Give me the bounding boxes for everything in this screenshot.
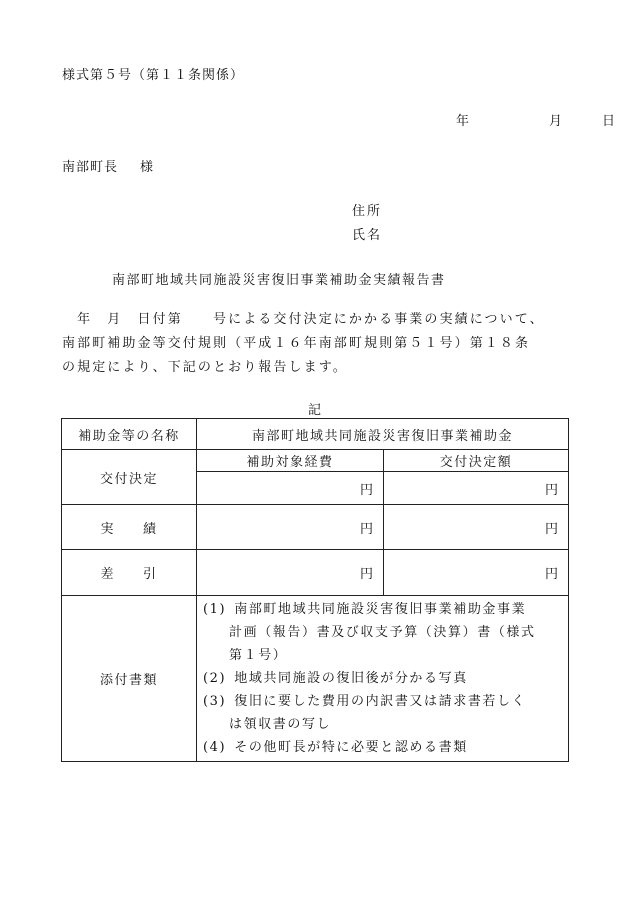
date-line — [456, 110, 615, 129]
date-day: 日 — [602, 114, 616, 129]
date-year: 年 — [456, 114, 470, 129]
attachment-text: は領収書の写し — [229, 717, 332, 732]
attachments-list — [197, 596, 569, 762]
document-title: 南部町地域共同施設災害復旧事業補助金実績報告書 — [112, 273, 446, 288]
body-line: の規定により、下記のとおり報告します。 — [62, 360, 348, 375]
body-line: 年 月 日付第 号による交付決定にかかる事業の実績について、 — [62, 312, 545, 327]
attachment-text: 計画（報告）書及び収支予算（決算）書（様式 — [229, 625, 536, 640]
actual-label-a: 実 — [100, 521, 115, 537]
decision-amount-yen: 円 — [384, 472, 569, 505]
subsidy-cost-header: 補助対象経費 — [197, 450, 384, 472]
attachments-label-cell: 添付書類 — [62, 596, 197, 762]
attachment-number: (1) — [203, 602, 227, 617]
difference-cost-yen: 円 — [197, 550, 384, 596]
name-label-cell: 補助金等の名称 — [62, 419, 197, 450]
difference-label-cell — [62, 550, 197, 596]
attachment-number: (3) — [203, 694, 227, 709]
table-row — [62, 596, 569, 762]
table-row — [62, 505, 569, 550]
addressee-suffix: 様 — [140, 160, 155, 175]
attachment-text: 第１号） — [229, 648, 288, 663]
attachment-text: 地域共同施設の復旧後が分かる写真 — [234, 671, 468, 686]
table-row — [62, 450, 569, 472]
name-value-cell: 南部町地域共同施設災害復旧事業補助金 — [197, 419, 569, 450]
attachment-item — [203, 598, 562, 667]
actual-amount-yen: 円 — [384, 505, 569, 550]
table-row — [62, 419, 569, 450]
attachment-item — [203, 736, 562, 759]
attachment-number: (2) — [203, 671, 227, 686]
attachment-text: 復旧に要した費用の内訳書又は請求書若しく — [234, 694, 527, 709]
difference-label-b: 引 — [143, 567, 158, 582]
difference-label-a: 差 — [100, 567, 115, 582]
addressee — [62, 156, 154, 175]
difference-amount-yen: 円 — [384, 550, 569, 596]
decision-label-cell: 交付決定 — [62, 450, 197, 505]
date-month: 月 — [549, 114, 563, 129]
addressee-name: 南部町長 — [62, 160, 119, 175]
actual-label-cell — [62, 505, 197, 550]
attachment-text: 南部町地域共同施設災害復旧事業補助金事業 — [234, 602, 527, 617]
decided-amount-header: 交付決定額 — [384, 450, 569, 472]
attachment-number: (4) — [203, 740, 227, 755]
actual-cost-yen: 円 — [197, 505, 384, 550]
attachment-item — [203, 690, 562, 736]
form-number: 様式第５号（第１１条関係） — [62, 68, 245, 83]
name-label: 氏名 — [352, 228, 383, 243]
address-label: 住所 — [352, 204, 383, 219]
attachment-text: その他町長が特に必要と認める書類 — [234, 740, 468, 755]
body-text — [62, 308, 574, 380]
table-row — [62, 550, 569, 596]
body-line: 南部町補助金等交付規則（平成１６年南部町規則第５１号）第１８条 — [62, 336, 531, 351]
actual-label-b: 績 — [143, 521, 158, 537]
attachment-item — [203, 667, 562, 690]
ki-heading: 記 — [308, 403, 322, 418]
summary-table — [61, 418, 569, 762]
decision-cost-yen: 円 — [197, 472, 384, 505]
